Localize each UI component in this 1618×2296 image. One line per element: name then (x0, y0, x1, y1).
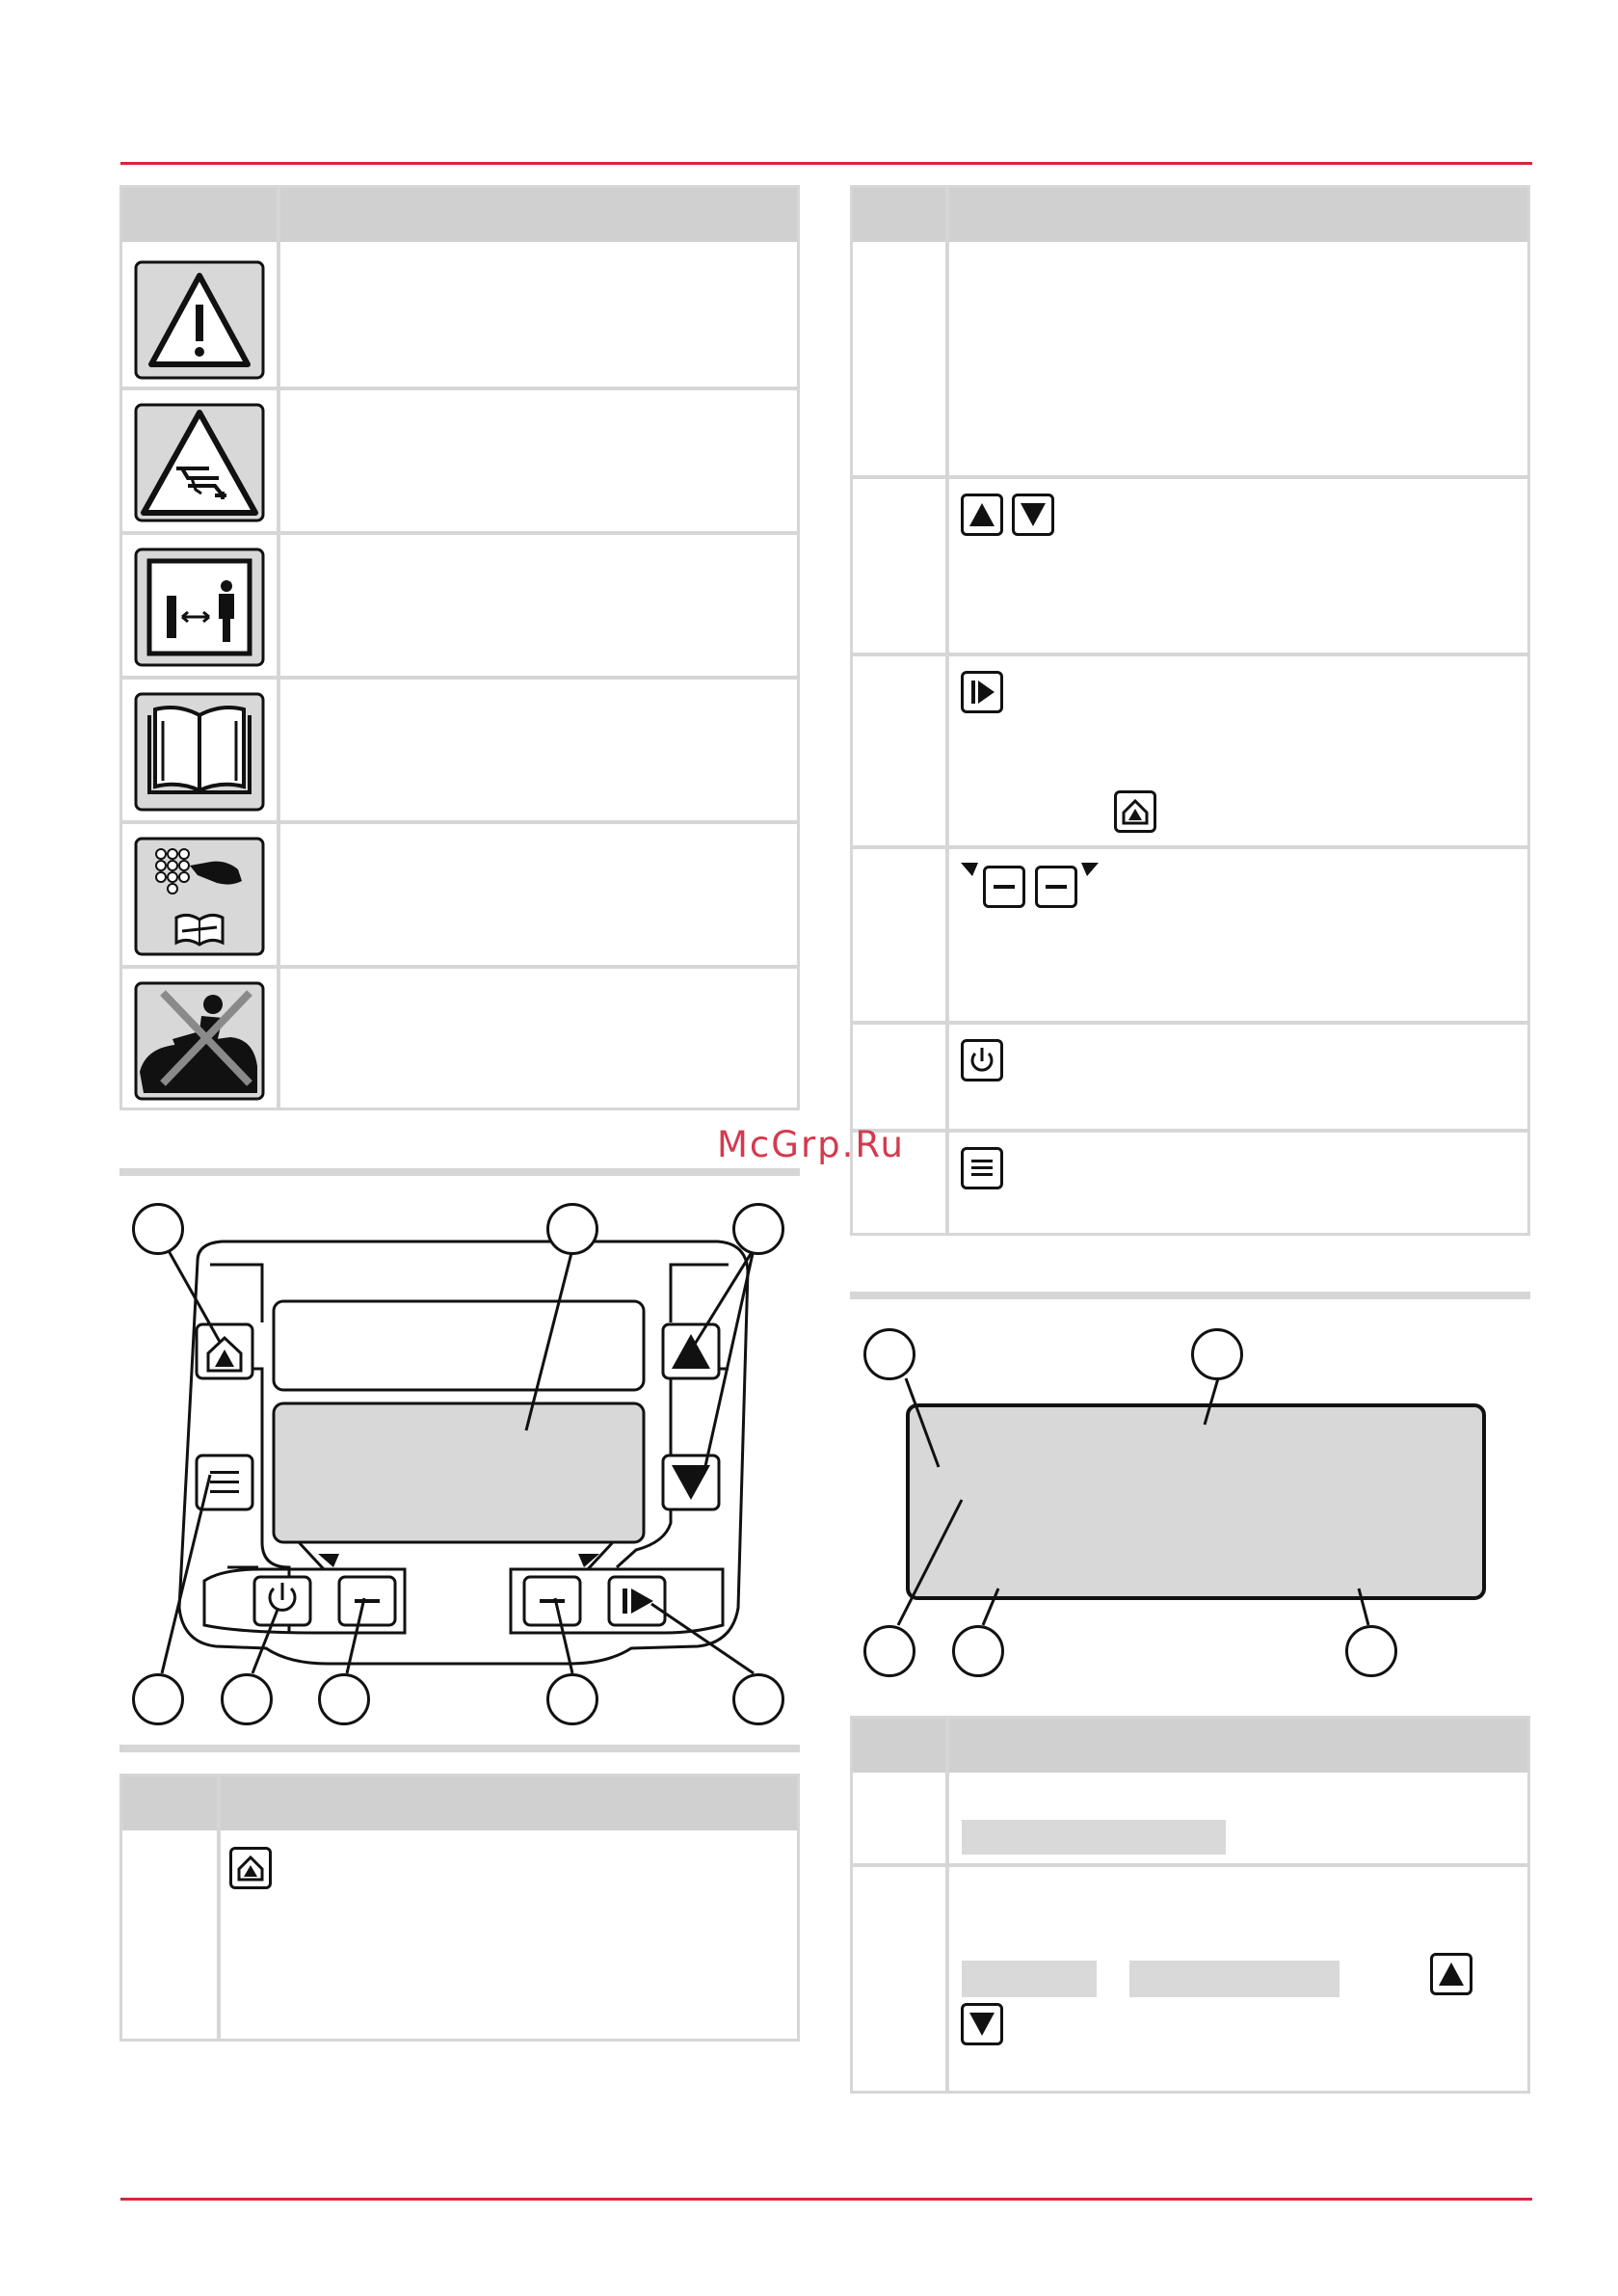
display-callout-2 (1191, 1328, 1243, 1380)
arrow-down-icon (1012, 494, 1054, 536)
display-field-highlight (962, 1961, 1097, 1997)
thrown-objects-warning-icon (134, 403, 265, 522)
callout-left-softkey (318, 1673, 370, 1725)
arrow-up-icon (961, 494, 1003, 536)
table-header (853, 188, 1527, 242)
pin-code-manual-icon (134, 837, 265, 956)
column-divider (277, 188, 280, 1108)
key-functions-table (850, 185, 1530, 1236)
display-field-highlight (1129, 1961, 1339, 1997)
play-icon (961, 671, 1003, 713)
callout-power (221, 1673, 273, 1725)
power-icon (961, 1039, 1003, 1081)
table-header (122, 188, 797, 242)
display-table (850, 1716, 1530, 2094)
section-rule (119, 1168, 800, 1176)
warning-triangle-icon (134, 260, 265, 380)
top-rule (120, 162, 1532, 165)
column-divider (945, 188, 949, 1233)
callout-right-softkey (546, 1673, 598, 1725)
display-field-highlight (962, 1820, 1226, 1855)
table-header (853, 1719, 1527, 1773)
bottom-rule (120, 2198, 1532, 2201)
callout-home (132, 1203, 184, 1255)
table-header (122, 1776, 797, 1830)
callout-menu (132, 1673, 184, 1725)
display-callout-3 (863, 1625, 915, 1677)
softkey-left-marker-icon (961, 862, 978, 875)
softkey-right-marker-icon (1081, 862, 1099, 875)
softkey-left-icon (983, 866, 1025, 908)
display-callout-4 (952, 1625, 1004, 1677)
column-divider (217, 1776, 221, 2039)
menu-icon (961, 1147, 1003, 1189)
arrow-up-icon (1430, 1953, 1472, 1995)
callout-arrows (732, 1203, 784, 1255)
display-callout-5 (1345, 1625, 1397, 1677)
read-manual-icon (134, 692, 265, 812)
display-callout-1 (863, 1328, 915, 1380)
section-rule (850, 1292, 1530, 1299)
callout-display (546, 1203, 598, 1255)
section-rule (119, 1745, 800, 1752)
callout-play (732, 1673, 784, 1725)
arrow-down-icon (961, 2003, 1003, 2045)
home-icon (1114, 790, 1156, 833)
keep-distance-icon (134, 547, 265, 667)
watermark: McGrp.Ru (717, 1124, 905, 1165)
home-icon (229, 1847, 272, 1889)
no-riding-icon (134, 981, 265, 1101)
column-divider (945, 1719, 949, 2091)
home-key-table (119, 1774, 800, 2042)
softkey-right-icon (1035, 866, 1077, 908)
